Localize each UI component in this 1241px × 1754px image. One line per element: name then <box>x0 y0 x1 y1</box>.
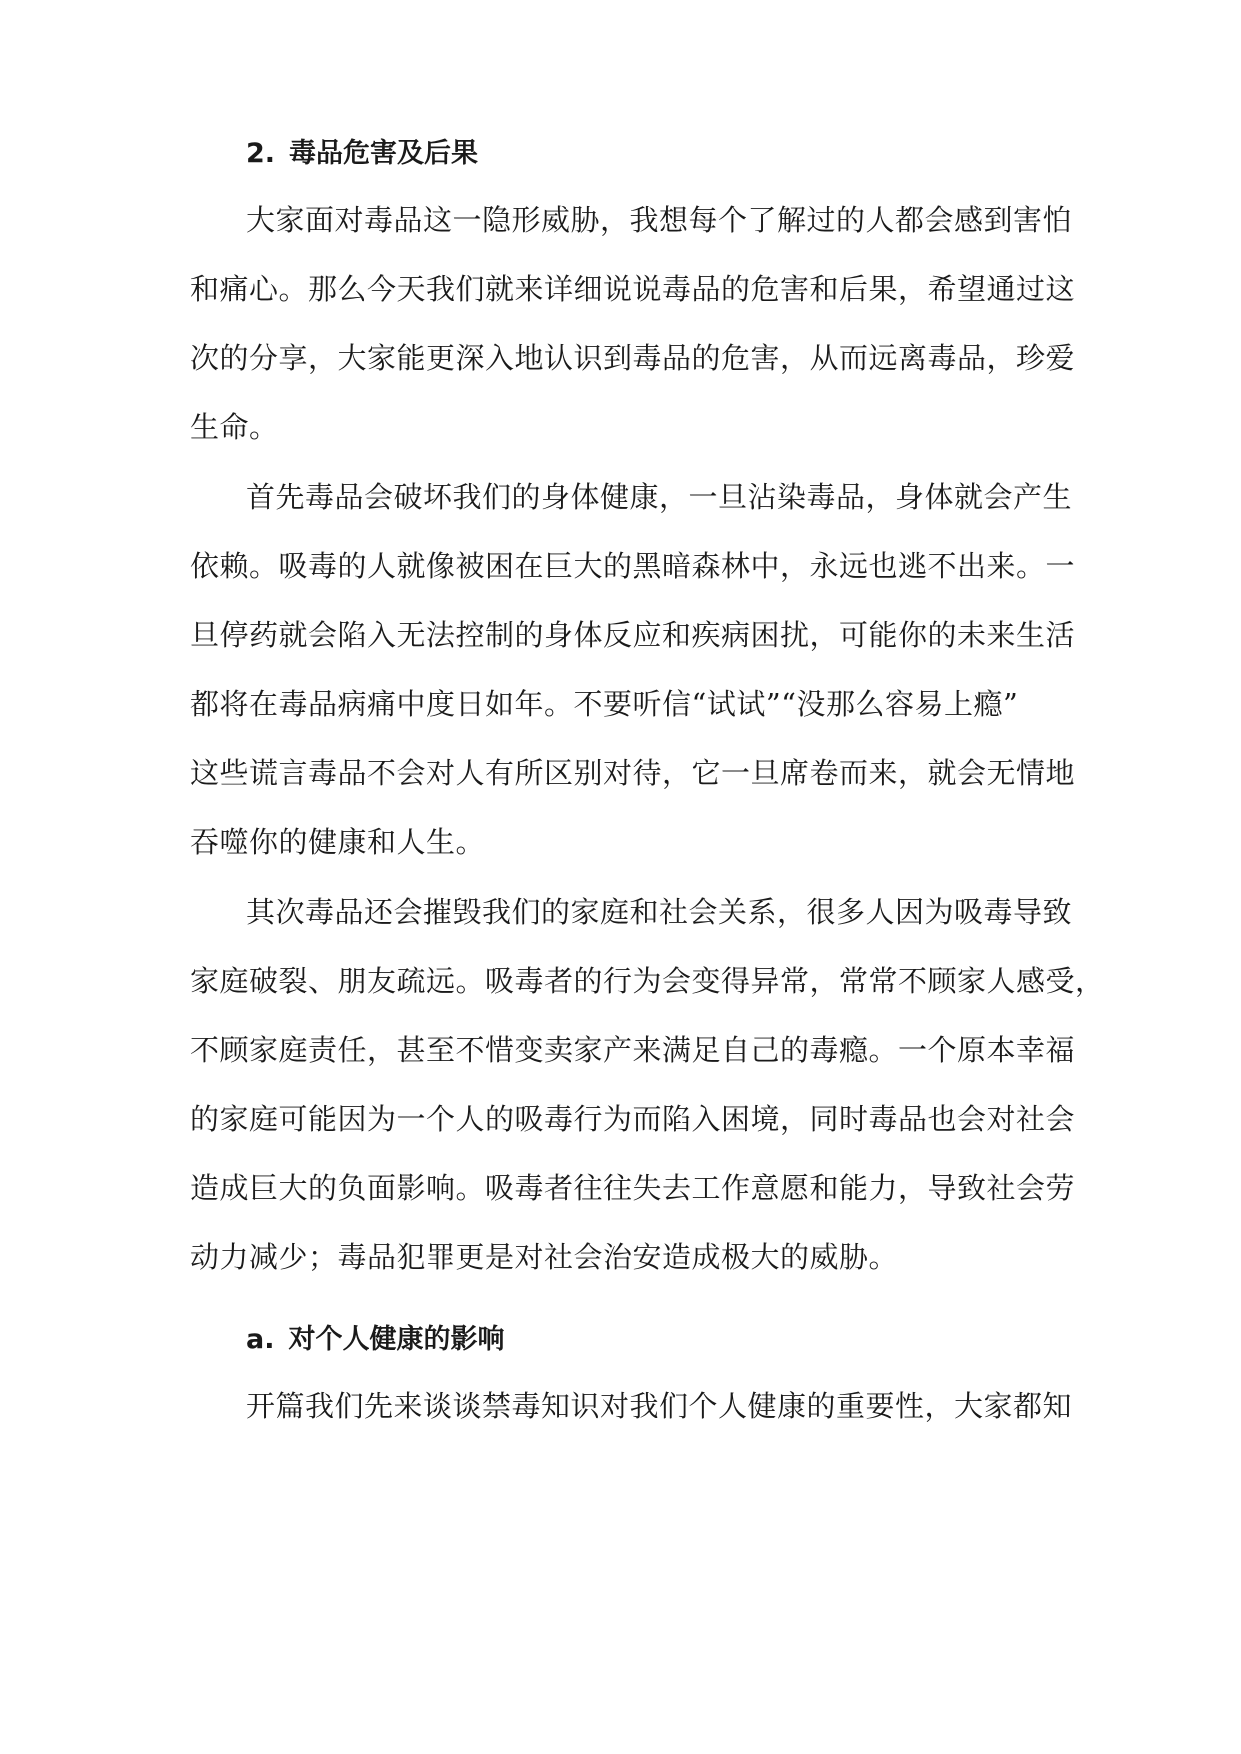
paragraph-line: 首先毒品会破坏我们的身体健康，一旦沾染毒品，身体就会产生 <box>246 480 1073 514</box>
paragraph-line: 不顾家庭责任，甚至不惜变卖家产来满足自己的毒瘾。一个原本幸福 <box>190 1033 1076 1067</box>
section-number: 2. <box>246 138 276 169</box>
paragraph-line: 其次毒品还会摧毁我们的家庭和社会关系，很多人因为吸毒导致 <box>246 895 1073 929</box>
paragraph-line: 造成巨大的负面影响。吸毒者往往失去工作意愿和能力，导致社会劳 <box>190 1171 1076 1205</box>
paragraph-line: 旦停药就会陷入无法控制的身体反应和疾病困扰，可能你的未来生活 <box>190 618 1076 652</box>
paragraph-line: 依赖。吸毒的人就像被困在巨大的黑暗森林中，永远也逃不出来。一 <box>190 549 1076 583</box>
paragraph-line: 和痛心。那么今天我们就来详细说说毒品的危害和后果，希望通过这 <box>190 272 1076 306</box>
section-title: 毒品危害及后果 <box>289 138 479 169</box>
paragraph-line: 这些谎言毒品不会对人有所区别对待，它一旦席卷而来，就会无情地 <box>190 756 1076 790</box>
paragraph-line: 都将在毒品病痛中度日如年。不要听信“试试”“没那么容易上瘾” <box>190 687 1019 721</box>
paragraph-line: 开篇我们先来谈谈禁毒知识对我们个人健康的重要性，大家都知 <box>246 1389 1073 1423</box>
section-number: a. <box>246 1324 275 1355</box>
paragraph-line: 吞噬你的健康和人生。 <box>190 825 486 859</box>
paragraph-line: 生命。 <box>190 410 279 444</box>
paragraph-line: 动力减少；毒品犯罪更是对社会治安造成极大的威胁。 <box>190 1240 899 1274</box>
section-title: 对个人健康的影响 <box>288 1324 505 1355</box>
paragraph-line: 的家庭可能因为一个人的吸毒行为而陷入困境，同时毒品也会对社会 <box>190 1102 1076 1136</box>
section-heading-2 <box>246 137 478 171</box>
paragraph-line: 次的分享，大家能更深入地认识到毒品的危害，从而远离毒品，珍爱 <box>190 341 1076 375</box>
section-heading-a <box>246 1323 504 1357</box>
paragraph-line: 家庭破裂、朋友疏远。吸毒者的行为会变得异常，常常不顾家人感受， <box>190 964 1105 998</box>
paragraph-line: 大家面对毒品这一隐形威胁，我想每个了解过的人都会感到害怕 <box>246 203 1073 237</box>
